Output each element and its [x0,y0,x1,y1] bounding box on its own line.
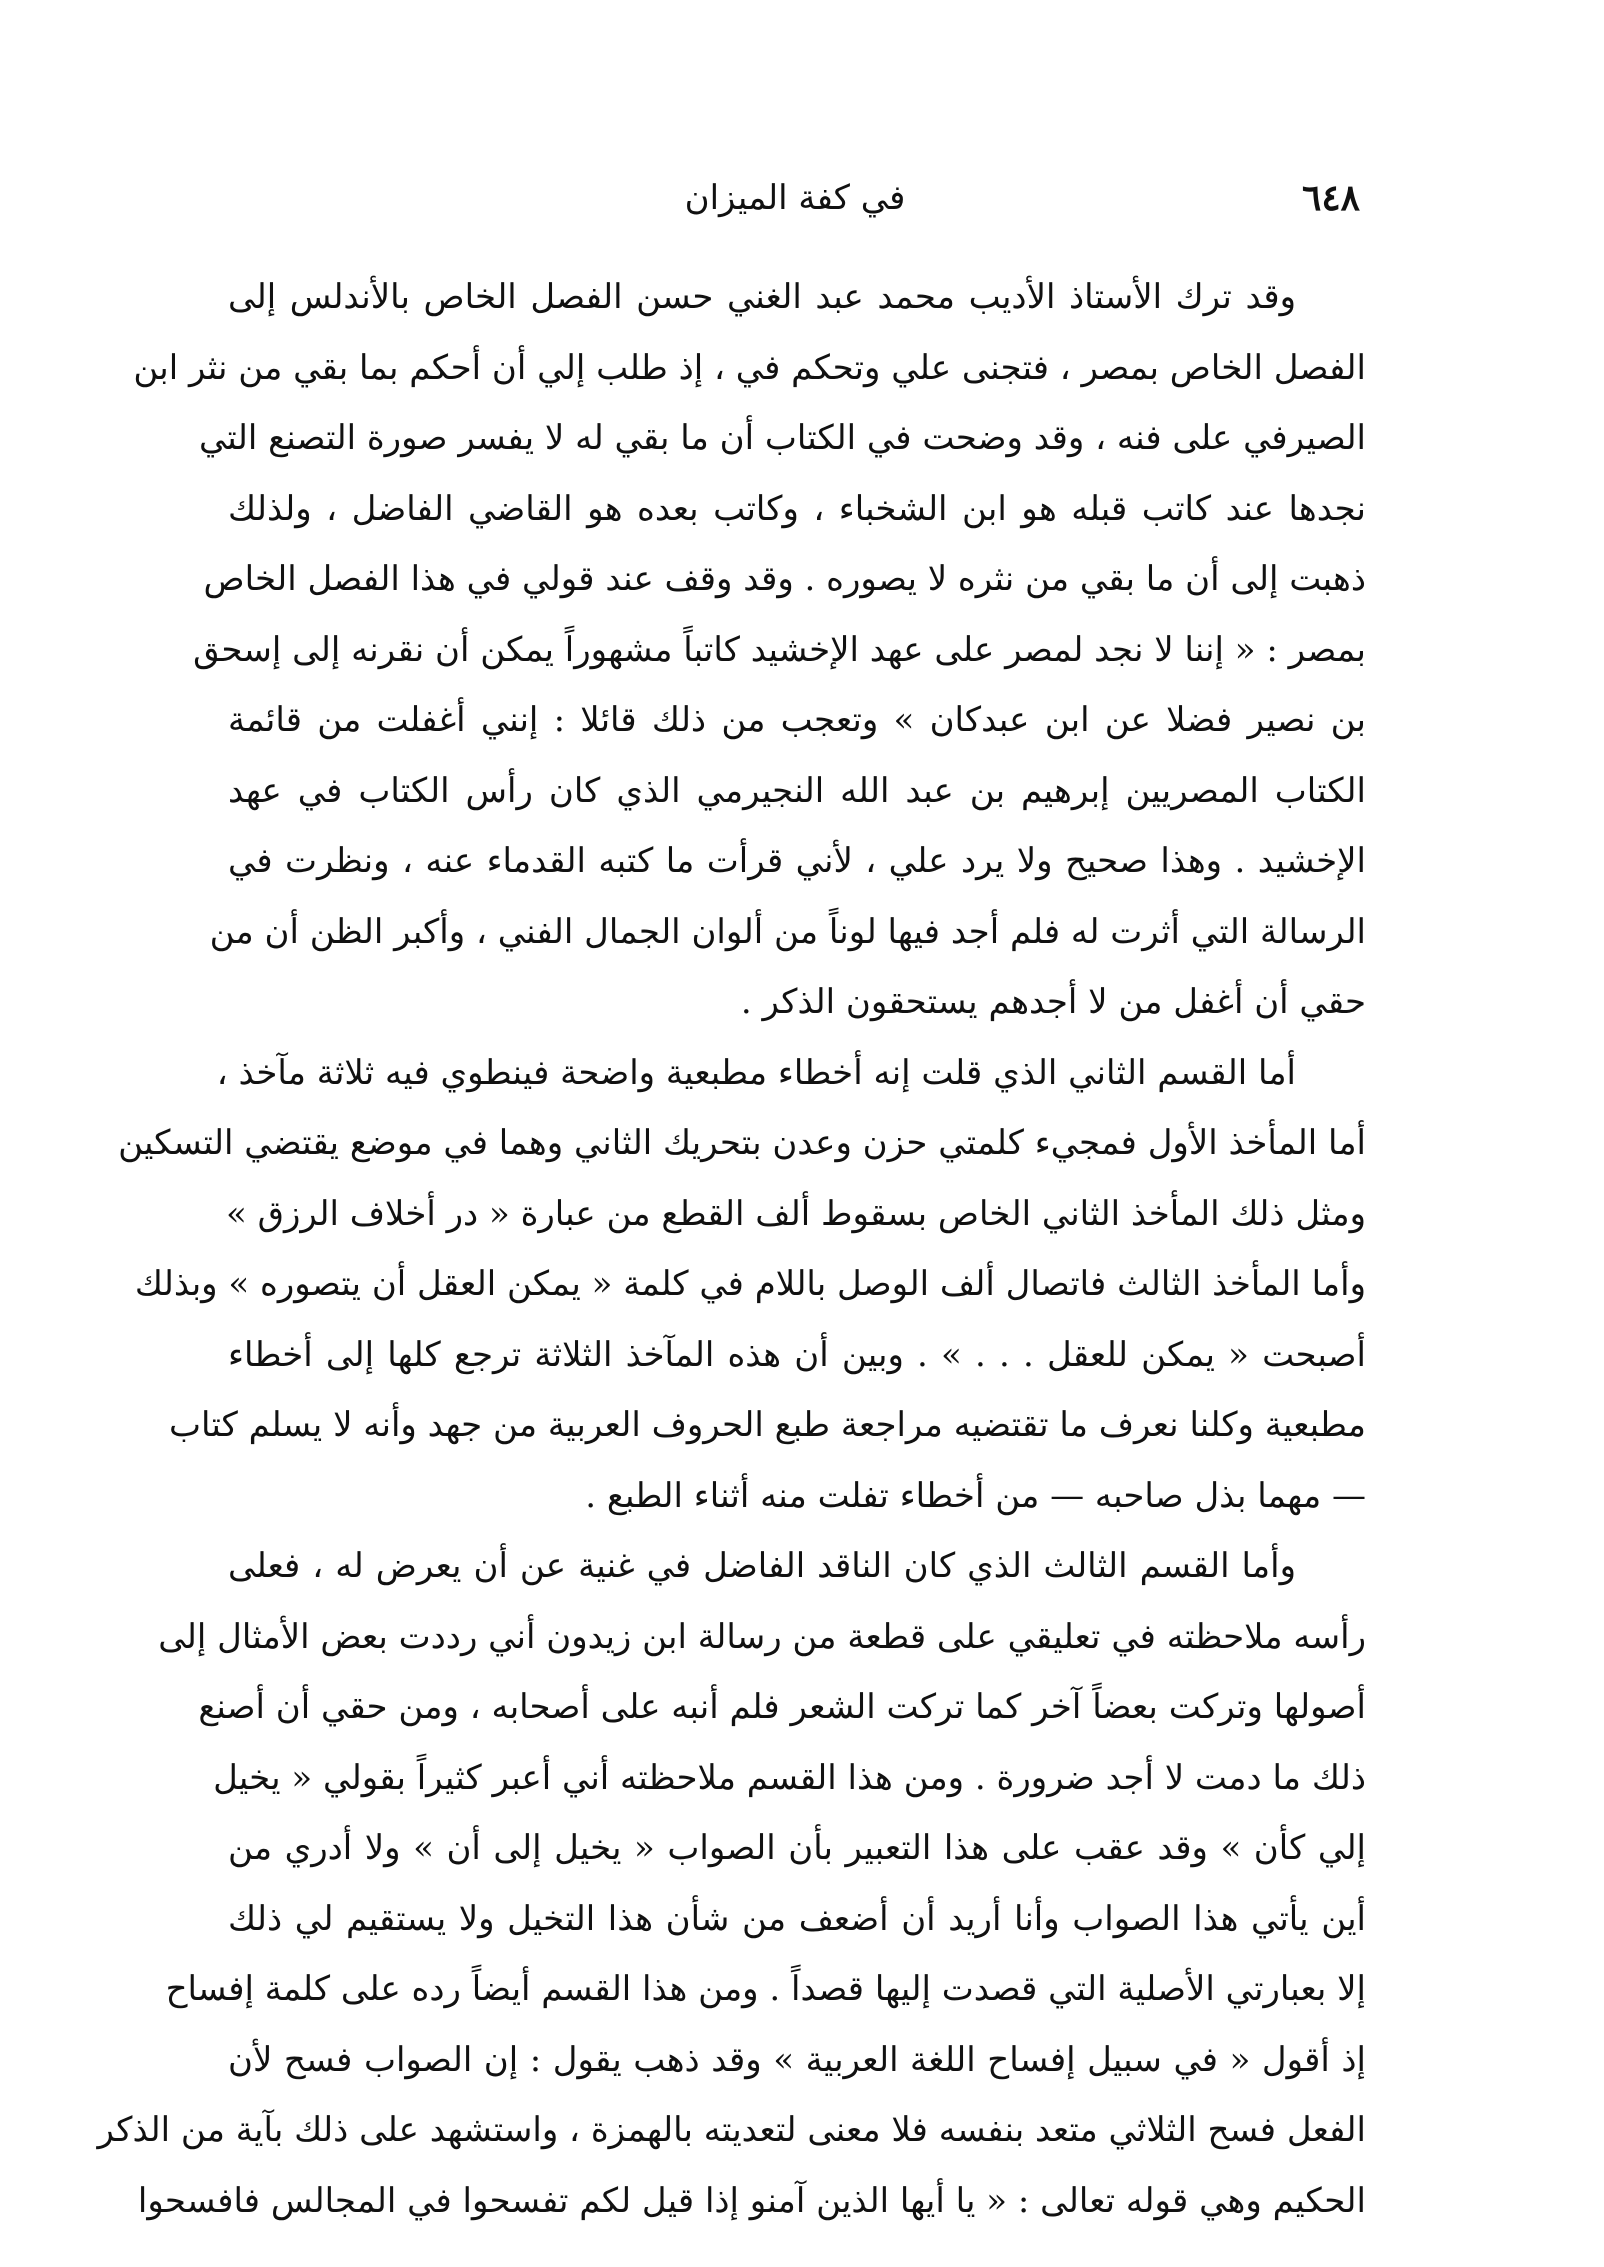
text-line: بمصر : « إننا لا نجد لمصر على عهد الإخشيد كاتباً مشهوراً يمكن أن نقرنه إلى إسحق [193,629,1366,670]
text-line: مطبعية وكلنا نعرف ما تقتضيه مراجعة طبع الحروف العربية من جهد وأنه لا يسلم كتاب [168,1405,1366,1445]
text-line: أين يأتي هذا الصواب وأنا أريد أن أضعف من شأن هذا التخيل ولا يستقيم لي ذلك [228,1898,1366,1939]
text-line: الفعل فسح الثلاثي متعد بنفسه فلا معنى لتعديته بالهمزة ، واستشهد على ذلك بآية من الذكر [97,2110,1366,2150]
text-line: وأما القسم الثالث الذي كان الناقد الفاضل في غنية عن أن يعرض له ، فعلى [228,1546,1296,1586]
body-text [97,262,1366,2236]
page-number: ٦٤٨ [1301,177,1360,219]
page-header [230,168,1360,228]
text-line: ذهبت إلى أن ما بقي من نثره لا يصوره . وقد وقف عند قولي في هذا الفصل الخاص [203,559,1366,599]
text-line: أما المأخذ الأول فمجيء كلمتي حزن وعدن بتحريك الثاني وهما في موضع يقتضي التسكين [118,1123,1366,1163]
text-line: الفصل الخاص بمصر ، فتجنى علي وتحكم في ، إذ طلب إلي أن أحكم بما بقي من نثر ابن [133,347,1366,388]
text-line: إلي كأن » وقد عقب على هذا التعبير بأن الصواب « يخيل إلى أن » ولا أدري من [228,1828,1366,1868]
text-line: أصولها وتركت بعضاً آخر كما تركت الشعر فلم أنبه على أصحابه ، ومن حقي أن أصنع [198,1687,1366,1727]
text-line: ذلك ما دمت لا أجد ضرورة . ومن هذا القسم ملاحظته أني أعبر كثيراً بقولي « يخيل [213,1757,1366,1798]
text-line: ومثل ذلك المأخذ الثاني الخاص بسقوط ألف القطع من عبارة « در أخلاف الرزق » [226,1193,1366,1234]
text-line: أما القسم الثاني الذي قلت إنه أخطاء مطبعية واضحة فينطوي فيه ثلاثة مآخذ ، [216,1052,1296,1093]
text-line: إلا بعبارتي الأصلية التي قصدت إليها قصداً . ومن هذا القسم أيضاً رده على كلمة إفساح [165,1969,1366,2009]
text-line: الحكيم وهي قوله تعالى : « يا أيها الذين آمنو إذا قيل لكم تفسحوا في المجالس فافسحوا [137,2180,1366,2221]
text-line: إذ أقول « في سبيل إفساح اللغة العربية » وقد ذهب يقول : إن الصواب فسح لأن [228,2039,1366,2080]
running-title: في كفة الميزان [684,178,906,218]
text-line: الكتاب المصريين إبرهيم بن عبد الله النجيرمي الذي كان رأس الكتاب في عهد [228,770,1366,811]
text-line: حقي أن أغفل من لا أجدهم يستحقون الذكر . [740,982,1366,1022]
text-line: أصبحت « يمكن للعقل . . . » . وبين أن هذه المآخذ الثلاثة ترجع كلها إلى أخطاء [228,1334,1366,1375]
text-line: رأسه ملاحظته في تعليقي على قطعة من رسالة ابن زيدون أني رددت بعض الأمثال إلى [158,1616,1366,1657]
text-line: الصيرفي على فنه ، وقد وضحت في الكتاب أن ما بقي له لا يفسر صورة التصنع التي [198,418,1366,458]
text-line: وقد ترك الأستاذ الأديب محمد عبد الغني حسن الفصل الخاص بالأندلس إلى [228,277,1296,317]
text-line: نجدها عند كاتب قبله هو ابن الشخباء ، وكاتب بعده هو القاضي الفاضل ، ولذلك [228,488,1366,529]
text-line: الرسالة التي أثرت له فلم أجد فيها لوناً من ألوان الجمال الفني ، وأكبر الظن أن من [209,911,1366,952]
text-line: — مهما بذل صاحبه — من أخطاء تفلت منه أثناء الطبع . [585,1475,1366,1516]
text-line: الإخشيد . وهذا صحيح ولا يرد علي ، لأني قرأت ما كتبه القدماء عنه ، ونظرت في [228,841,1366,881]
text-line: وأما المأخذ الثالث فاتصال ألف الوصل باللام في كلمة « يمكن العقل أن يتصوره » وبذلك [134,1264,1366,1304]
text-line: بن نصير فضلا عن ابن عبدكان » وتعجب من ذلك قائلا : إنني أغفلت من قائمة [228,700,1366,740]
